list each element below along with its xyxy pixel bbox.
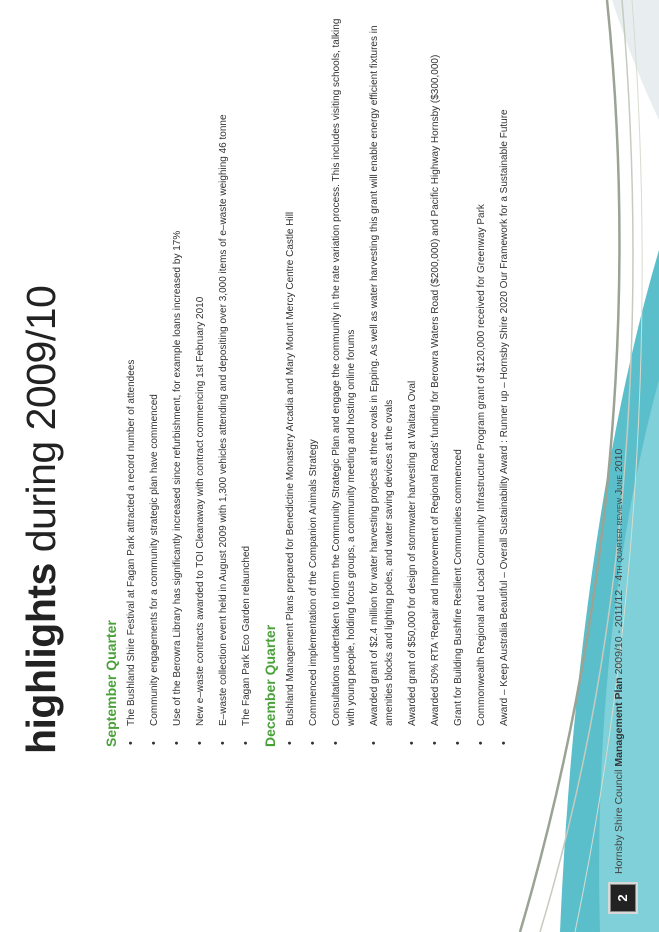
- list-item: • Awarded 50% RTA ‘Repair and Improvement of Regional Roads’ funding for Berowra Waters Road ($200,000) and Pacific Highway Hornsby ($300,000): [428, 17, 443, 747]
- december-list: [283, 17, 512, 747]
- list-item: • Use of the Berowra Library has significantly increased since refurbishment, for example loans increased by 17%: [170, 17, 185, 747]
- title-bold: highlights: [18, 563, 64, 754]
- september-list: [124, 17, 254, 747]
- list-item: • Awarded grant of $2.4 million for water harvesting projects at three ovals in Epping. As well as water harvesting this grant will enable energy efficient fixtures in amenities blocks and lighting poles, and water saving devices at the ovals: [367, 17, 397, 747]
- footer-review: 4th quarter review June 2010: [613, 448, 625, 581]
- list-item: • New e–waste contracts awarded to TOI Cleanaway with contract commencing 1st February 2010: [193, 17, 208, 747]
- title-rest: during 2009/10: [18, 285, 64, 564]
- list-item: • Commenced implementation of the Companion Animals Strategy: [306, 17, 321, 747]
- footer-plan: Management Plan: [613, 677, 625, 767]
- page-number: 2: [610, 884, 636, 912]
- list-item: • The Bushland Shire Festival at Fagan Park attracted a record number of attendees: [124, 17, 139, 747]
- list-item: • Grant for Building Bushfire Resilient Communities commenced: [451, 17, 466, 747]
- list-item: • Award – Keep Australia Beautiful – Overall Sustainability Award : Runner up – Hornsby Shire 2020 Our Framework for a Sustainable Future: [497, 17, 512, 747]
- footer-years: 2009/10 - 2011/12 -: [613, 580, 625, 678]
- section-title-december: December Quarter: [262, 624, 278, 747]
- highlights-content: [103, 17, 520, 747]
- list-item: • Commonwealth Regional and Local Community Infrastructure Program grant of $120,000 received for Greenway Park: [474, 17, 489, 747]
- list-item: • Community engagements for a community strategic plan have commenced: [147, 17, 162, 747]
- list-item: • Consultations undertaken to inform the Community Strategic Plan and engage the community in the rate variation process. This includes visiting schools, talking with young people, holding focus groups, a community meeting and hosting online forums: [329, 17, 359, 747]
- list-item: • The Fagan Park Eco Garden relaunched: [239, 17, 254, 747]
- list-item: • Bushland Management Plans prepared for Benedictine Monastery Arcadia and Mary Mount Mercy Centre Castle Hill: [283, 17, 298, 747]
- page-footer: [604, 0, 640, 932]
- footer-text: [613, 449, 625, 874]
- footer-council: Hornsby Shire Council: [613, 766, 625, 874]
- section-title-september: September Quarter: [103, 620, 119, 747]
- page-title: [18, 286, 65, 754]
- list-item: • E–waste collection event held in August 2009 with 1,300 vehicles attending and depositing over 3,000 items of e–waste weighing 46 tonne: [216, 17, 231, 747]
- list-item: • Awarded grant of $50,000 for design of stormwater harvesting at Waitara Oval: [405, 17, 420, 747]
